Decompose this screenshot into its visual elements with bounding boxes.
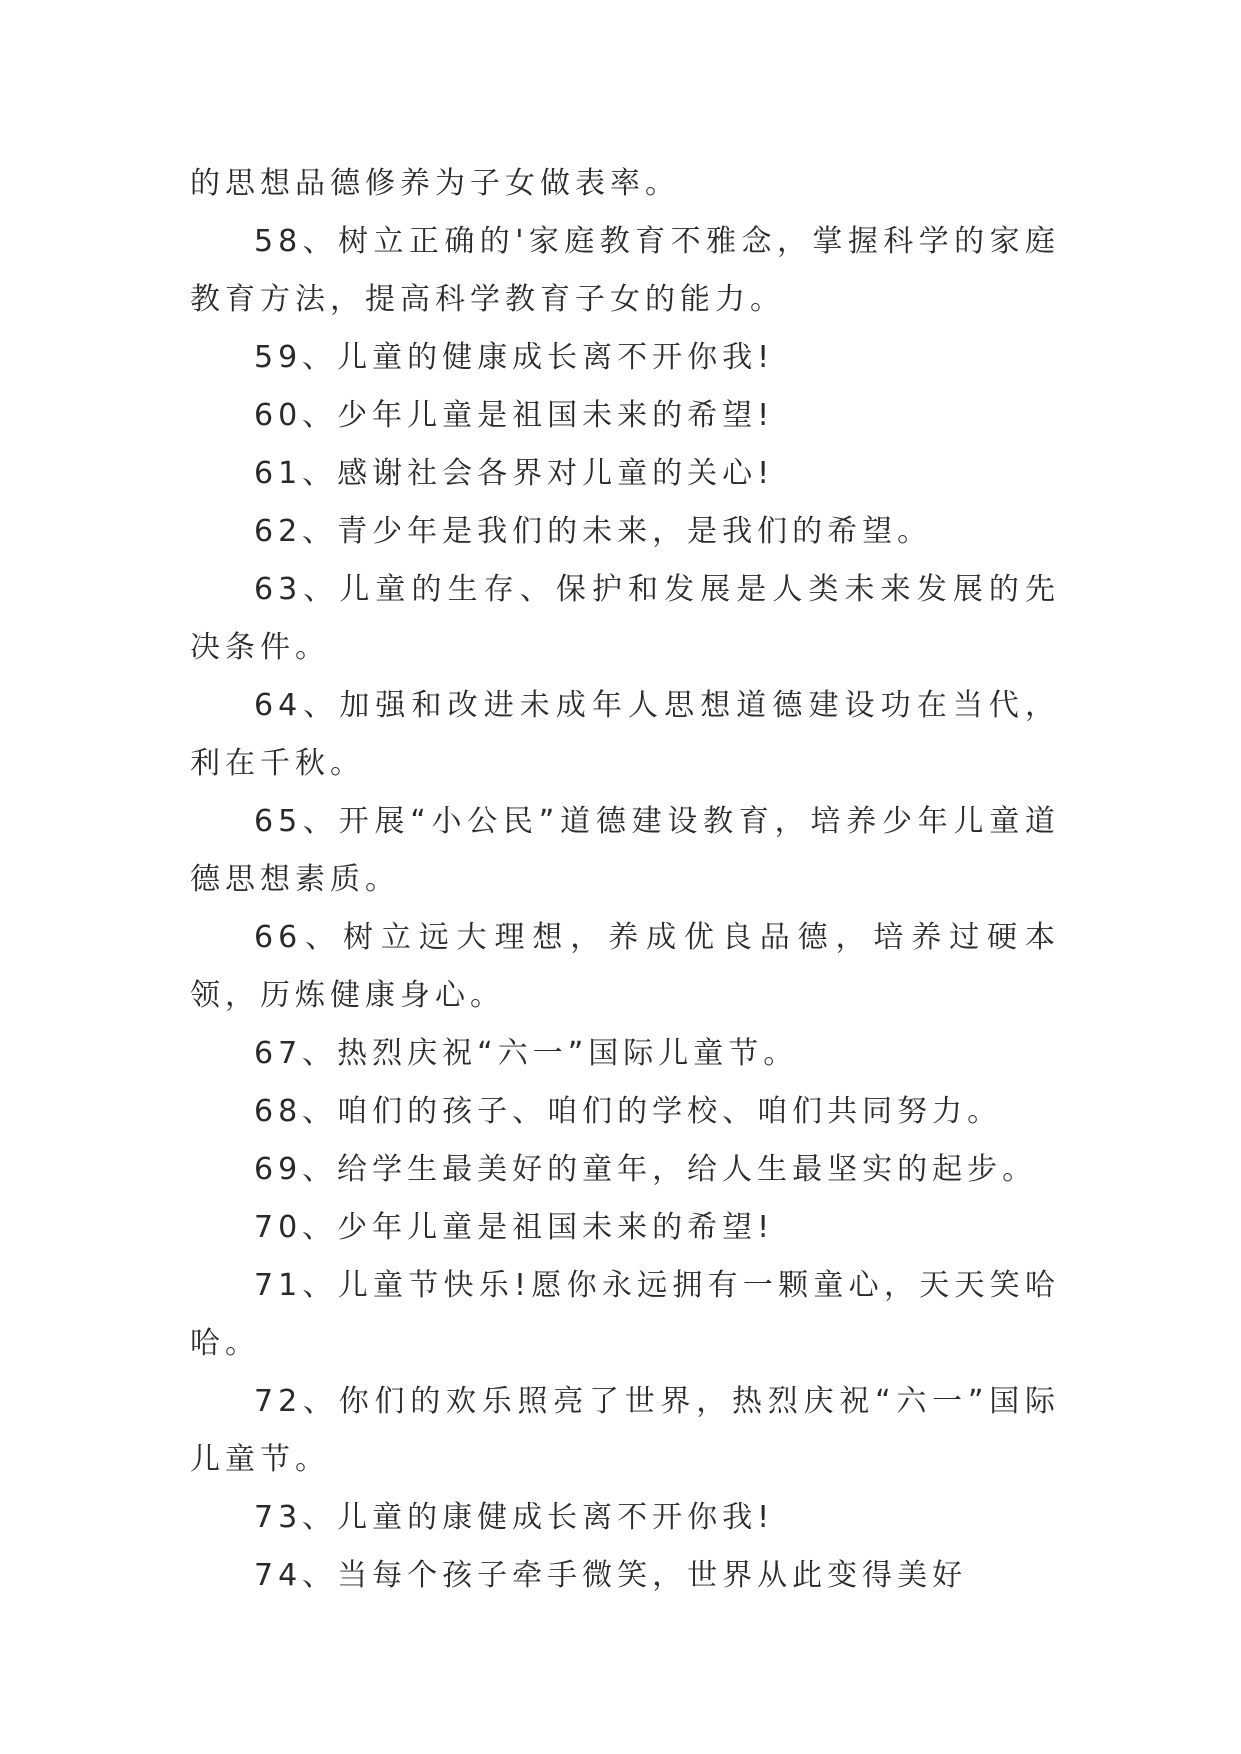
list-item-72: 72、你们的欢乐照亮了世界，热烈庆祝“六一”国际儿童节。 <box>190 1384 1060 1477</box>
list-item-63: 63、儿童的生存、保护和发展是人类未来发展的先决条件。 <box>190 572 1060 665</box>
list-item-61: 61、感谢社会各界对儿童的关心! <box>254 456 775 491</box>
list-item-71: 71、儿童节快乐!愿你永远拥有一颗童心，天天笑哈哈。 <box>190 1268 1060 1361</box>
list-item-74: 74、当每个孩子牵手微笑，世界从此变得美好 <box>254 1558 968 1593</box>
list-item-70: 70、少年儿童是祖国未来的希望! <box>254 1210 775 1245</box>
list-item-58: 58、树立正确的'家庭教育不雅念，掌握科学的家庭教育方法，提高科学教育子女的能力。 <box>190 224 1060 317</box>
list-item-69: 69、给学生最美好的童年，给人生最坚实的起步。 <box>254 1152 1038 1187</box>
list-item-59: 59、儿童的健康成长离不开你我! <box>254 340 775 375</box>
list-item-64: 64、加强和改进未成年人思想道德建设功在当代，利在千秋。 <box>190 688 1060 781</box>
list-item-62: 62、青少年是我们的未来，是我们的希望。 <box>254 514 933 549</box>
list-item-66: 66、树立远大理想，养成优良品德，培养过硬本领，历炼健康身心。 <box>190 920 1060 1013</box>
list-item-68: 68、咱们的孩子、咱们的学校、咱们共同努力。 <box>254 1094 1003 1129</box>
document-body <box>190 155 1060 1605</box>
list-item-65: 65、开展“小公民”道德建设教育，培养少年儿童道德思想素质。 <box>190 804 1060 897</box>
list-item-60: 60、少年儿童是祖国未来的希望! <box>254 398 775 433</box>
list-item-67: 67、热烈庆祝“六一”国际儿童节。 <box>254 1036 799 1071</box>
paragraph: 的思想品德修养为子女做表率。 <box>190 166 680 201</box>
list-item-73: 73、儿童的康健成长离不开你我! <box>254 1500 775 1535</box>
